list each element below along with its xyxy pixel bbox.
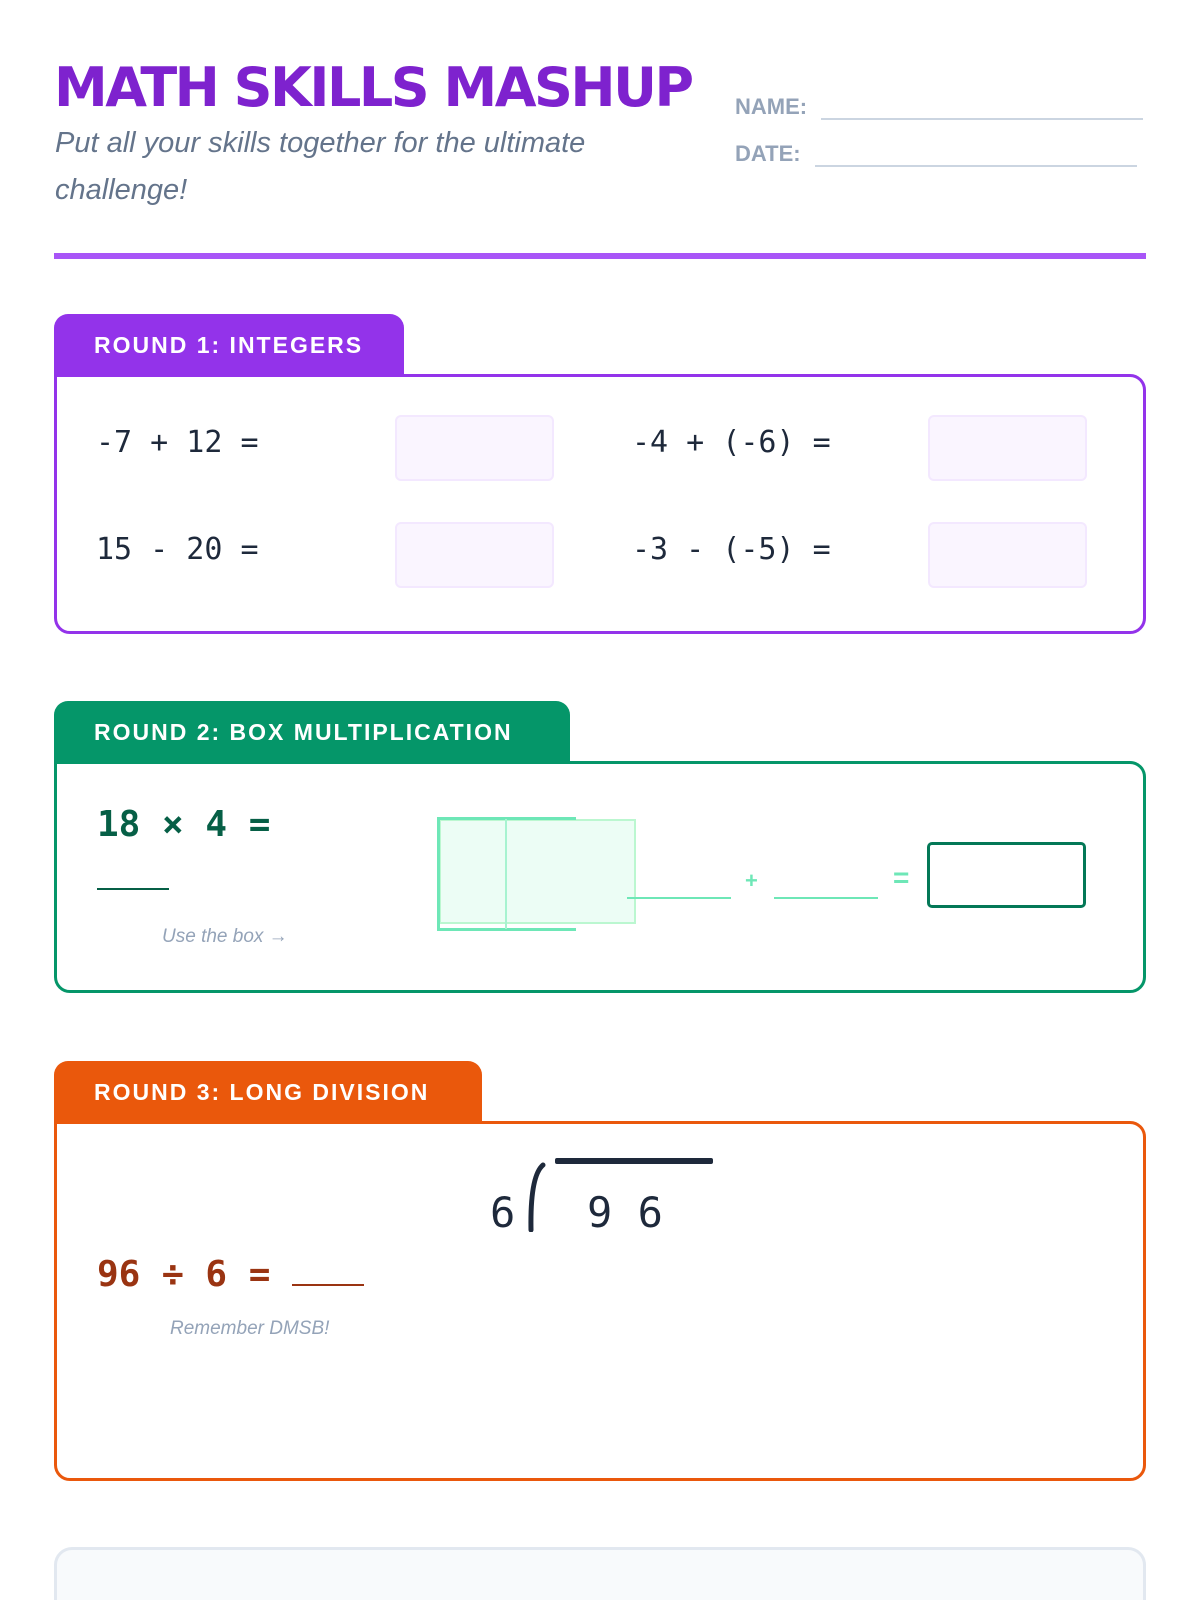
area-model-divider [505, 819, 507, 929]
next-section-panel [54, 1547, 1146, 1600]
plus-sign: + [745, 868, 758, 893]
partial-product-1-blank[interactable] [627, 897, 731, 899]
worksheet-subtitle: Put all your skills together for the ultimate challenge! [55, 127, 586, 206]
division-problem-text: 96 ÷ 6 = [97, 1254, 293, 1295]
division-bracket [526, 1162, 546, 1232]
round-1-tab: ROUND 1: INTEGERS [54, 314, 404, 376]
answer-box-2[interactable] [928, 415, 1087, 481]
round-1-panel [54, 374, 1146, 634]
box-hint: Use the box → [162, 926, 288, 947]
round-3-panel [54, 1121, 1146, 1481]
partial-product-2-blank[interactable] [774, 897, 878, 899]
round-3-tab: ROUND 3: LONG DIVISION [54, 1061, 482, 1123]
integer-problem-1: -7 + 12 = [96, 425, 259, 460]
division-problem [97, 1254, 364, 1295]
round-2-tab: ROUND 2: BOX MULTIPLICATION [54, 701, 570, 763]
division-answer-blank[interactable] [292, 1256, 364, 1286]
answer-box-4[interactable] [928, 522, 1087, 588]
integer-problem-2: -4 + (-6) = [632, 425, 831, 460]
worksheet-title: MATH SKILLS MASHUP [54, 56, 692, 119]
date-input-line[interactable] [815, 141, 1137, 167]
division-dividend: 9 6 [587, 1188, 663, 1237]
date-label: DATE: [735, 141, 801, 166]
final-answer-box[interactable] [927, 842, 1086, 908]
integer-problem-4: -3 - (-5) = [632, 532, 831, 567]
round-2-panel [54, 761, 1146, 993]
name-field [735, 94, 1143, 120]
integer-problem-3: 15 - 20 = [96, 532, 259, 567]
name-input-line[interactable] [821, 94, 1143, 120]
division-bar [555, 1158, 713, 1164]
division-divisor: 6 [490, 1188, 516, 1237]
division-hint: Remember DMSB! [170, 1318, 330, 1339]
multiplication-answer-blank[interactable] [97, 888, 169, 890]
multiplication-problem: 18 × 4 = [97, 804, 271, 845]
answer-box-1[interactable] [395, 415, 554, 481]
header-divider [54, 253, 1146, 259]
date-field [735, 141, 1137, 167]
answer-box-3[interactable] [395, 522, 554, 588]
equals-sign: = [893, 862, 910, 893]
name-label: NAME: [735, 94, 808, 119]
